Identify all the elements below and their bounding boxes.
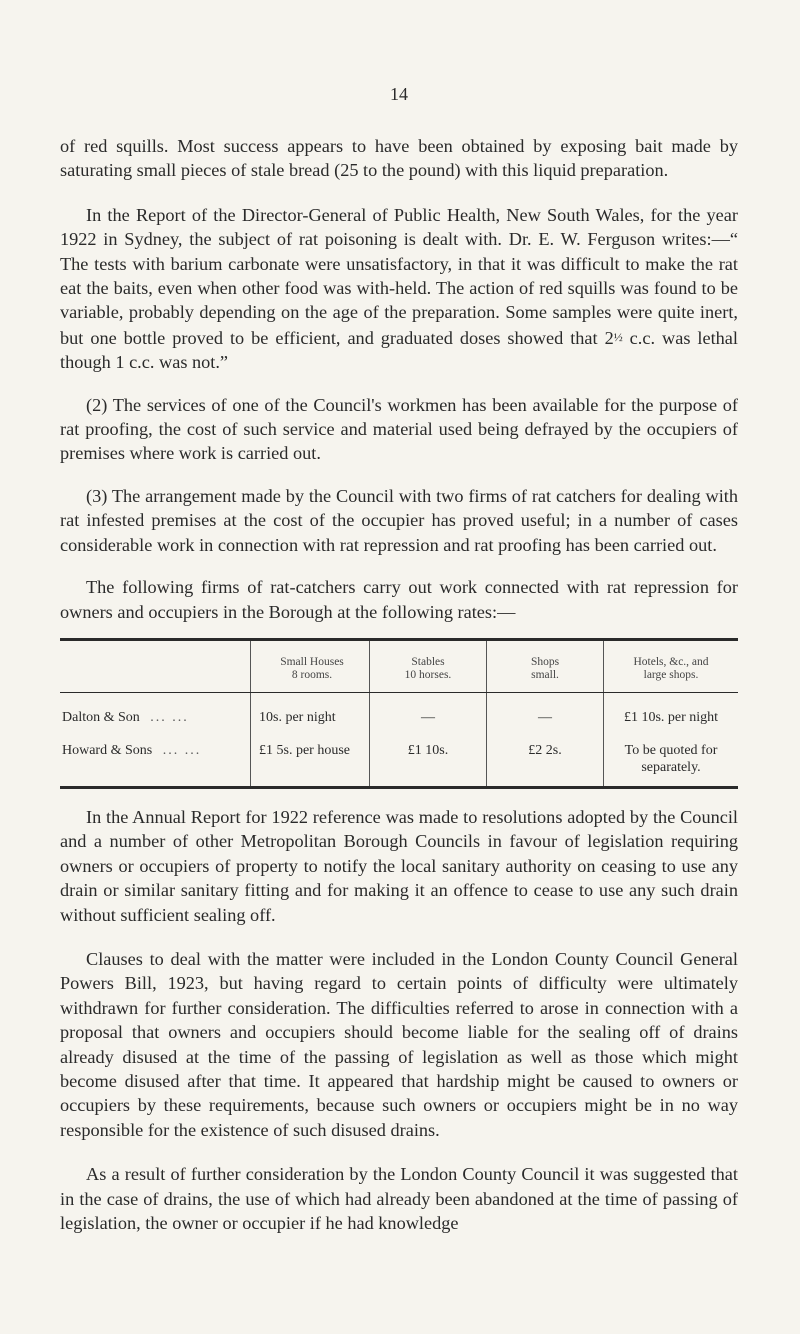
paragraph-further-consideration: As a result of further consideration by the London County Council it was suggested that in the case of drains, the use of which had already been abandoned at the time of passing of legislation, the owner or occupier if he had knowledge <box>60 1164 738 1233</box>
header-shops-label: Shops small. <box>530 655 560 681</box>
fraction-half: ½ <box>613 329 623 344</box>
paragraph-workmen: (2) The services of one of the Council's workmen has been available for the purpose of rat proofing, the cost of such service and material used being defrayed by the occupiers of premises where work is carried out. <box>60 394 738 464</box>
cell-firm <box>60 692 251 733</box>
header-small-houses-label: Small Houses 8 rooms. <box>280 655 344 681</box>
cell-small-houses: 10s. per night <box>251 692 370 733</box>
paragraph-squills: of red squills. Most success appears to have been obtained by exposing bait made by saturating small pieces of stale bread (25 to the pound) with this liquid preparation. <box>60 136 738 181</box>
firm-name: Dalton & Son <box>62 709 140 725</box>
header-firm <box>60 639 251 692</box>
page-number: 14 <box>390 84 408 104</box>
cell-stables: £1 10s. <box>370 733 487 788</box>
header-stables-label: Stables 10 horses. <box>404 655 452 681</box>
header-small-houses <box>251 639 370 692</box>
table-row <box>60 733 738 788</box>
cell-small-houses: £1 5s. per house <box>251 733 370 788</box>
header-hotels <box>604 639 739 692</box>
paragraph-nsw-report-text: In the Report of the Director-General of Public Health, New South Wales, for the year 1922 in Sydney, the subject of rat poisoning is dealt with. Dr. E. W. Ferguson writes:—“ The tests with barium carbonate were unsatisfactory, in that it was difficult to make the rat eat the baits, even when other food was with-held. The action of red squills was found to be variable, probably depending on the age of the preparation. Some samples were quite inert, but one bottle proved to be efficient, and graduated doses showed that 2 <box>60 204 738 348</box>
cell-shops: £2 2s. <box>487 733 604 788</box>
paragraph-following-firms: The following firms of rat-catchers carry out work connected with rat repression for owners and occupiers in the Borough at the following rates:— <box>60 577 738 622</box>
firm-name: Howard & Sons <box>62 742 153 758</box>
cell-hotels: £1 10s. per night <box>623 709 719 725</box>
paragraph-clauses: Clauses to deal with the matter were included in the London County Council General Powers Bill, 1923, but having regard to certain points of difficulty were ultimately withdrawn for further consideration. The difficulties referred to arose in connection with a proposal that owners and occupiers should become liable for the sealing off of drains already disused at the time of the passing of legislation as well as those which might become disused after that time. It appeared that hardship might be caused to owners or occupiers by these requirements, because such owners or occupiers might be in no way responsible for the existence of such disused drains. <box>60 948 738 1140</box>
leader-dots: ... ... <box>162 742 202 758</box>
paragraph-nsw-report-end: c.c. was lethal though 1 c.c. was not.” <box>60 327 738 373</box>
cell-stables: — <box>370 692 487 733</box>
cell-hotels: To be quoted for separately. <box>624 742 718 775</box>
header-stables <box>370 639 487 692</box>
header-hotels-label: Hotels, &c., and large shops. <box>633 655 709 681</box>
table-header-row <box>60 639 738 692</box>
rat-catcher-rates-table <box>60 638 738 789</box>
table-row <box>60 692 738 733</box>
paragraph-nsw-report <box>60 203 738 375</box>
cell-firm <box>60 733 251 788</box>
leader-dots: ... ... <box>150 709 189 725</box>
paragraph-annual-report: In the Annual Report for 1922 reference was made to resolutions adopted by the Council and a number of other Metropolitan Borough Councils in favour of legislation requiring owners or occupiers of property to notify the local sanitary authority on ceasing to use any drain or similar sanitary fitting and for making it an offence to cease to use any such drain without sufficient sealing off. <box>60 806 738 925</box>
cell-shops: — <box>487 692 604 733</box>
paragraph-arrangement: (3) The arrangement made by the Council with two firms of rat catchers for dealing with rat infested premises at the cost of the occupier has proved useful; in a number of cases considerable work in connection with rat repression and rat proofing has been carried out. <box>60 485 738 555</box>
header-shops <box>487 639 604 692</box>
